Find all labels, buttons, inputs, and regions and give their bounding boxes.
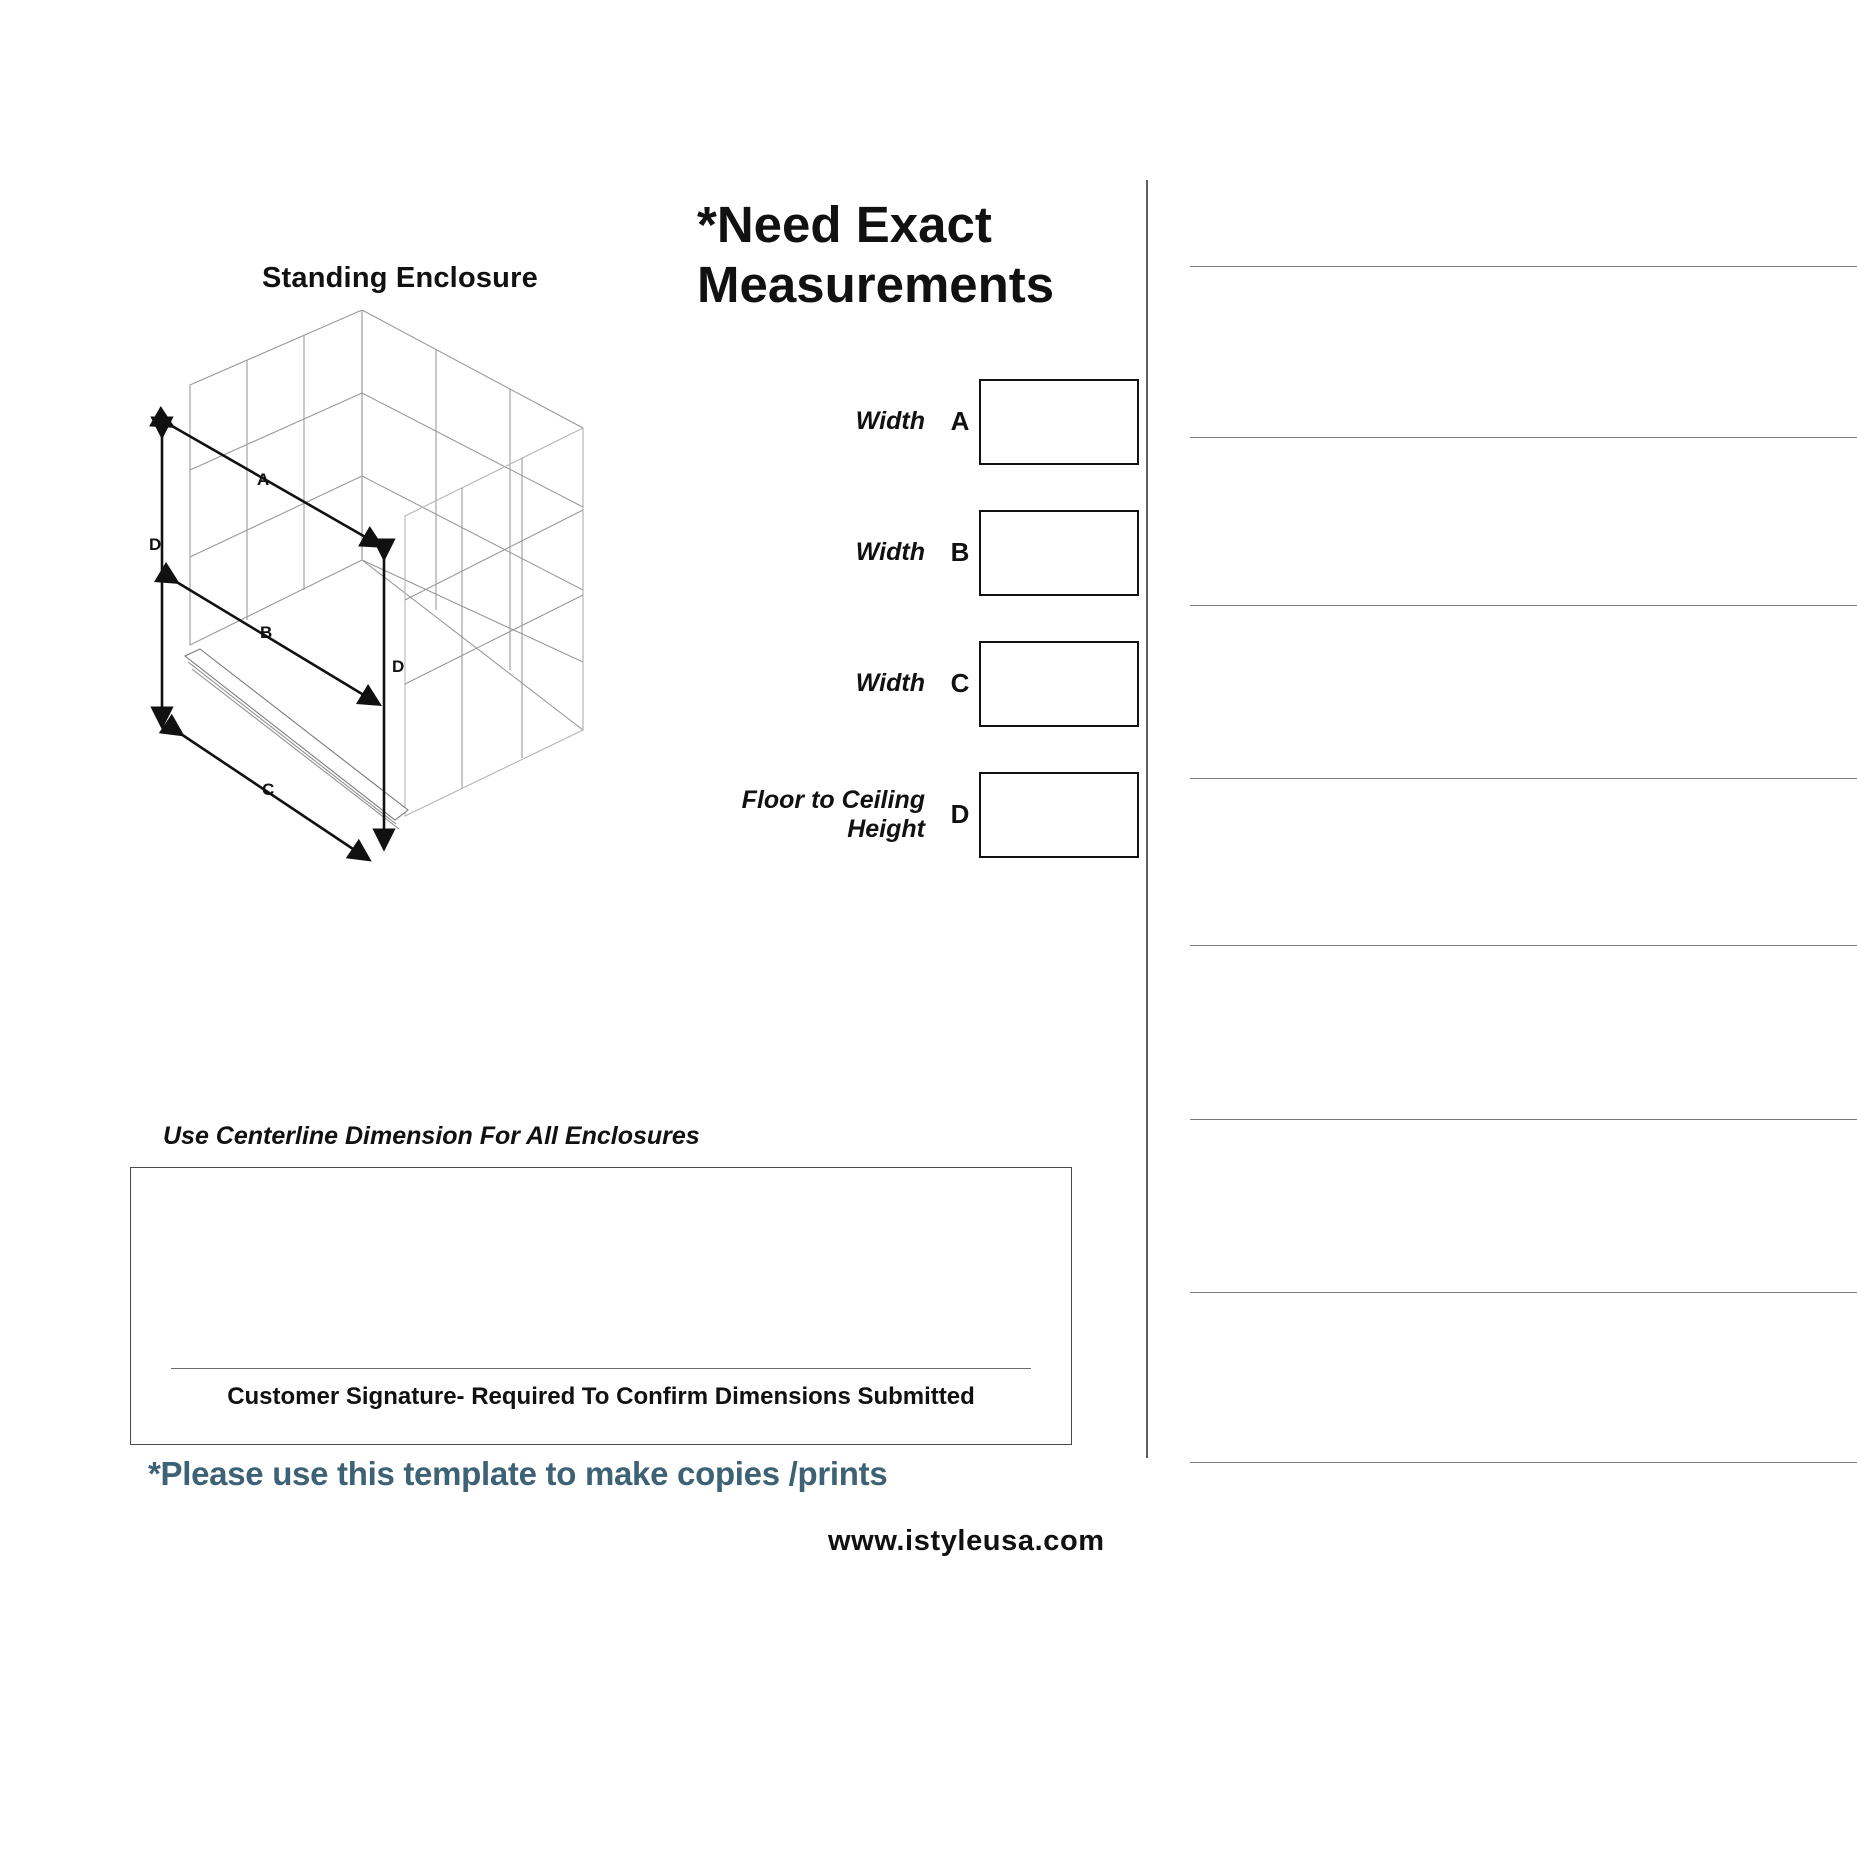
- measurement-letter: A: [950, 406, 970, 436]
- measurement-row: [730, 509, 1200, 596]
- headline: *Need Exact Measurements: [697, 196, 1055, 314]
- shower-enclosure-diagram: [140, 310, 730, 910]
- rule-line: [1190, 1462, 1857, 1463]
- notes-ruled-lines: [1190, 0, 1857, 1857]
- centerline-note: Use Centerline Dimension For All Enclosures: [163, 1122, 700, 1150]
- measurement-row: [730, 771, 1200, 858]
- measurement-letter: C: [950, 668, 970, 698]
- measurement-input-b[interactable]: [979, 510, 1139, 596]
- measurement-list: [730, 378, 1200, 902]
- measurement-label: Width: [855, 669, 925, 698]
- dimension-label-d-right: D: [392, 657, 405, 676]
- signature-caption: Customer Signature- Required To Confirm Dimensions Submitted: [227, 1383, 975, 1410]
- signature-box[interactable]: [130, 1167, 1072, 1445]
- measurement-row: [730, 640, 1200, 727]
- page-title: Standing Enclosure: [262, 262, 538, 294]
- rule-line: [1190, 1292, 1857, 1293]
- measurement-label: Floor to Ceiling Height: [741, 785, 925, 843]
- measurement-label: Width: [855, 407, 925, 436]
- rule-line: [1190, 266, 1857, 267]
- vertical-divider: [1146, 180, 1148, 1458]
- measurement-input-a[interactable]: [979, 379, 1139, 465]
- rule-line: [1190, 945, 1857, 946]
- measurement-label: Width: [855, 538, 925, 567]
- measurement-letter: D: [950, 799, 970, 829]
- rule-line: [1190, 437, 1857, 438]
- dimension-label-d-left: D: [149, 535, 162, 554]
- measurement-letter: B: [950, 537, 970, 567]
- rule-line: [1190, 1119, 1857, 1120]
- dimension-label-a: A: [257, 470, 270, 489]
- rule-line: [1190, 605, 1857, 606]
- measurement-input-d[interactable]: [979, 772, 1139, 858]
- signature-line: [171, 1368, 1031, 1369]
- dimension-label-b: B: [260, 623, 273, 642]
- measurement-input-c[interactable]: [979, 641, 1139, 727]
- dimension-label-c: C: [262, 780, 275, 799]
- footnote: *Please use this template to make copies /prints: [148, 1455, 888, 1492]
- measurement-row: [730, 378, 1200, 465]
- rule-line: [1190, 778, 1857, 779]
- website-url: www.istyleusa.com: [828, 1525, 1105, 1557]
